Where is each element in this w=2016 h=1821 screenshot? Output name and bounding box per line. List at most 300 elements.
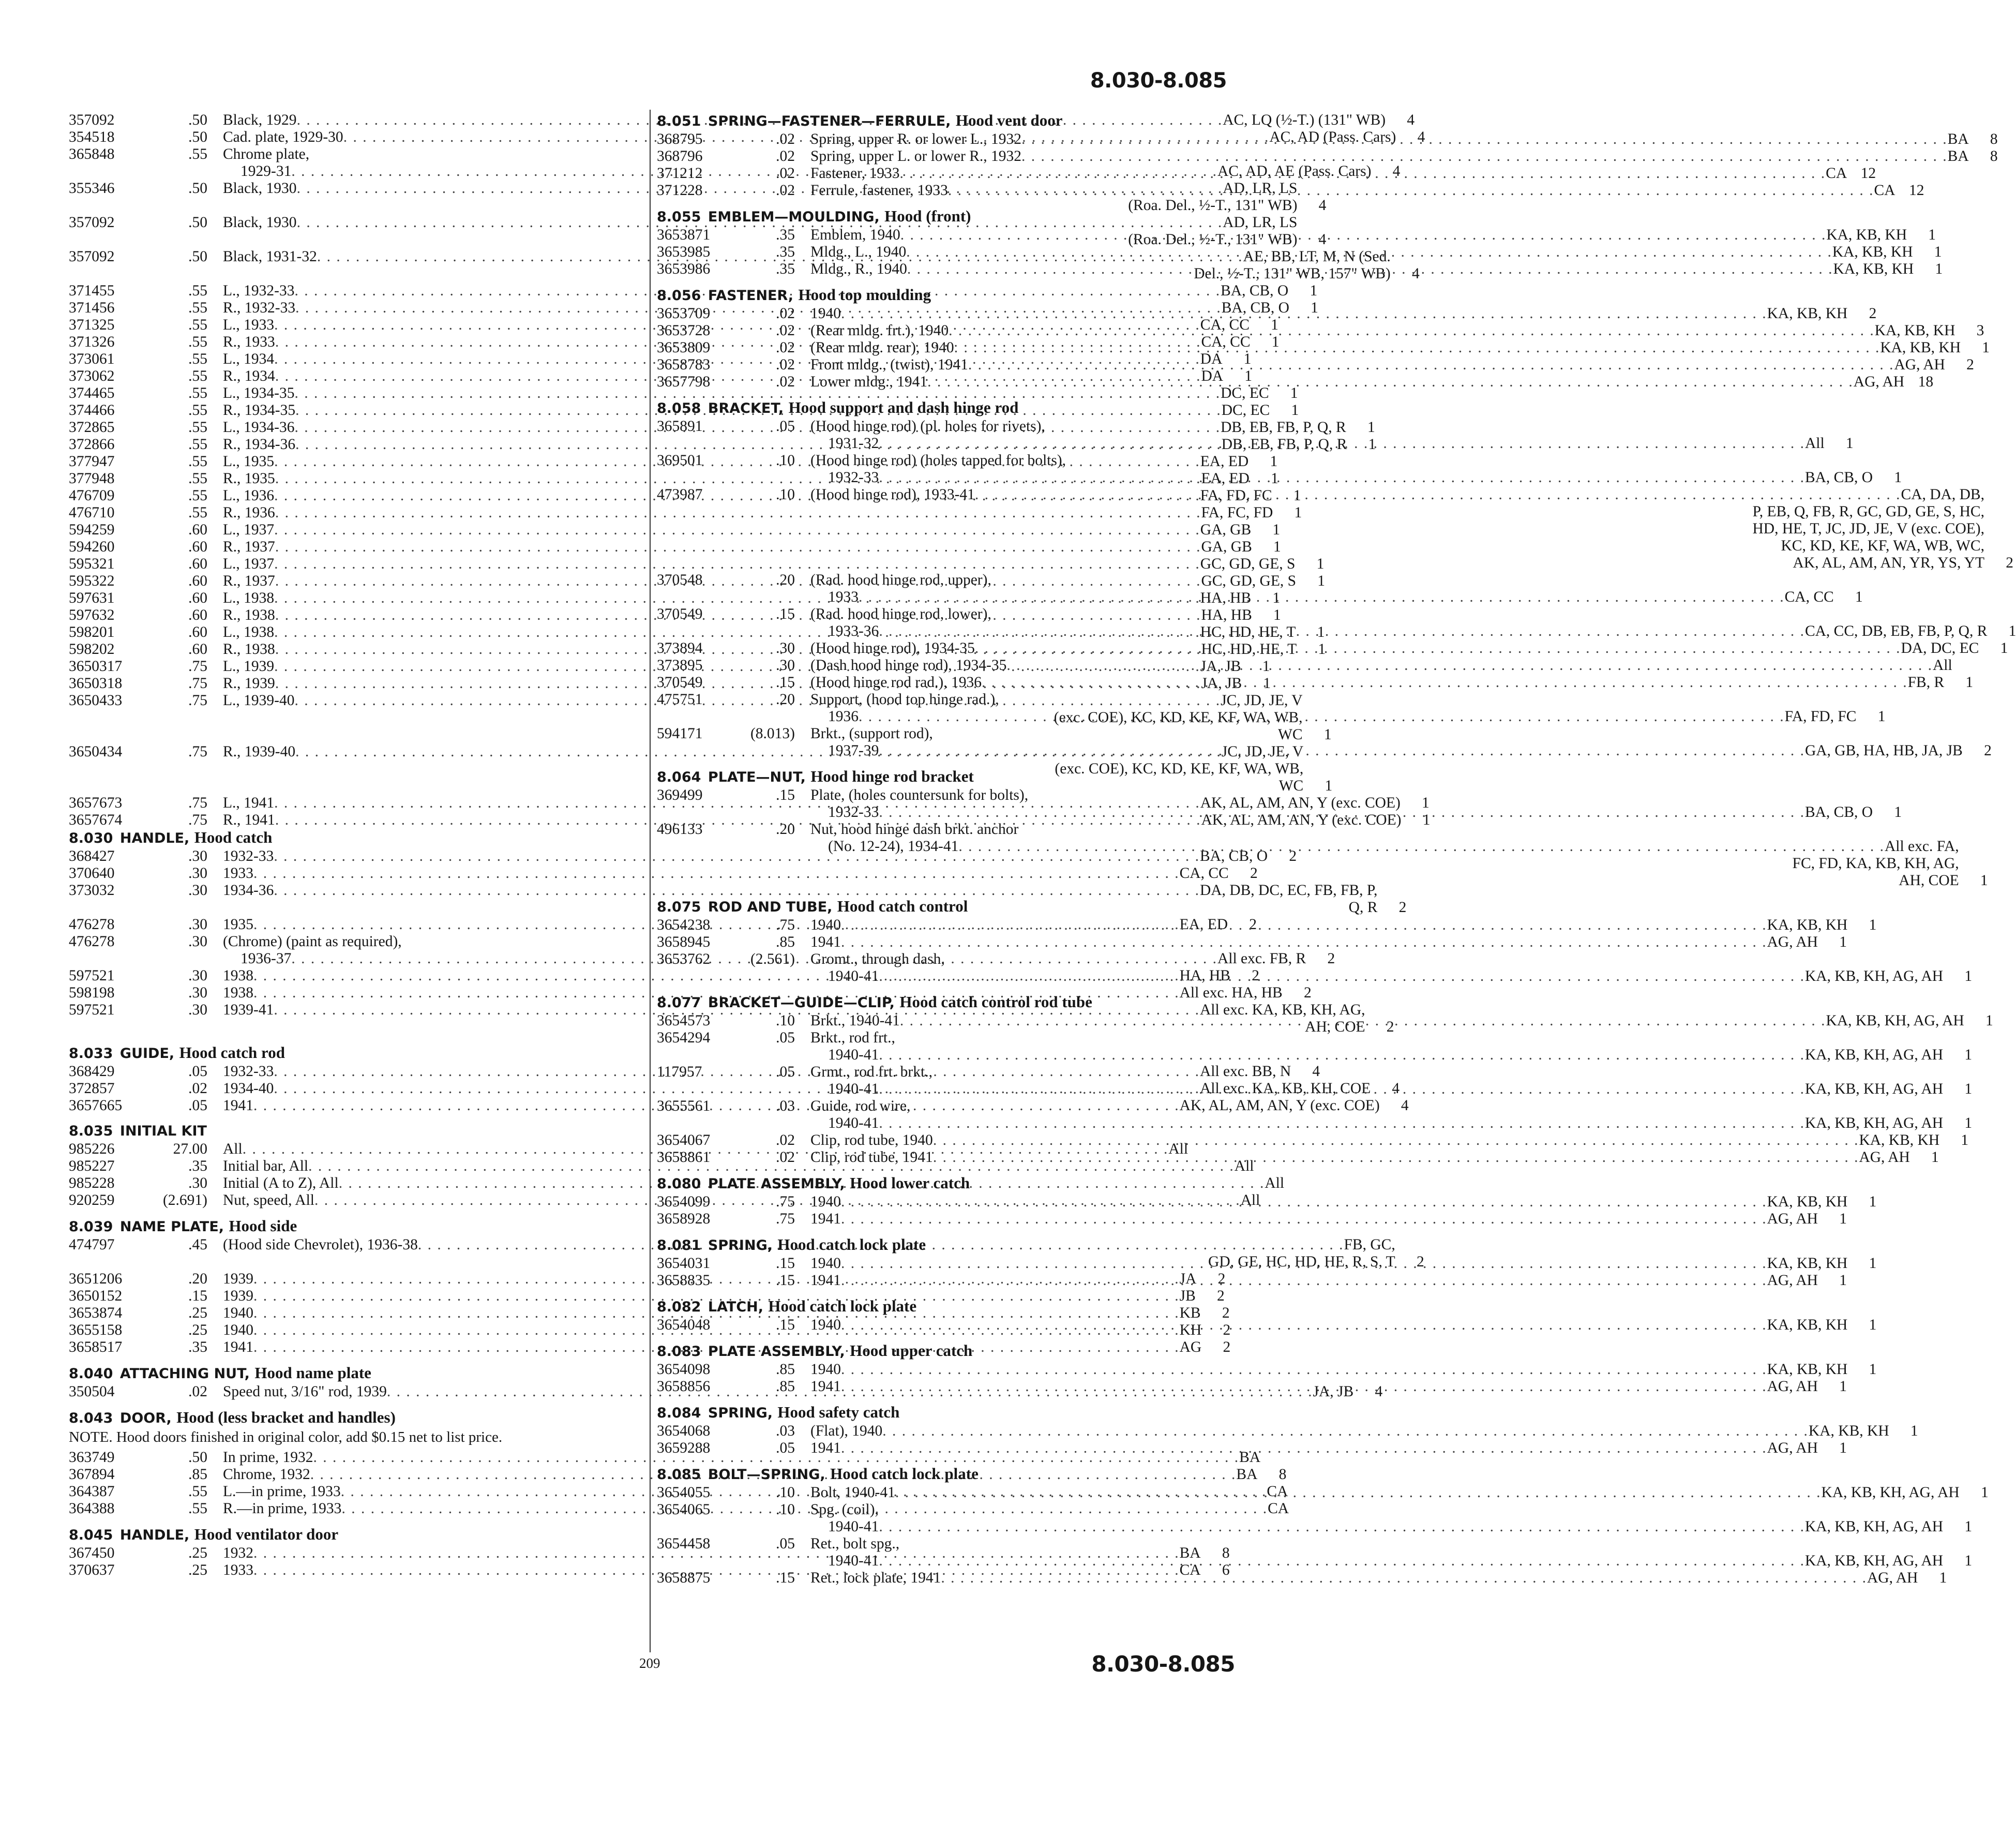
description-text: R., 1935 <box>223 470 275 487</box>
section-title: SPRING, <box>708 1405 773 1421</box>
description-text: Brkt., 1940-41 <box>810 1012 900 1029</box>
list-price: .85 <box>776 1361 795 1378</box>
list-price: .85 <box>776 934 795 950</box>
quantity-value: 1 <box>1965 674 1974 691</box>
part-number: 3654099 <box>657 1193 711 1210</box>
part-number: 374465 <box>69 385 115 401</box>
description-text: 1933-36 <box>828 623 879 639</box>
description <box>795 787 1873 821</box>
quantity-value: 1 <box>1855 589 1863 605</box>
list-price: .55 <box>188 1500 207 1517</box>
description-text: 1934-40 <box>223 1080 274 1097</box>
part-number: 3658835 <box>657 1272 711 1289</box>
description-line <box>810 1098 1943 1115</box>
part-number: 3653728 <box>657 322 711 339</box>
description <box>795 1211 1818 1228</box>
quantity <box>1386 112 1415 129</box>
description-line <box>810 657 1952 674</box>
part-number: 3654294 <box>657 1029 711 1046</box>
list-price: .30 <box>776 657 795 674</box>
list-price: .55 <box>188 300 207 316</box>
quantity <box>1847 1361 1876 1378</box>
description-text: 1941 <box>810 1211 841 1227</box>
applicable-models: DC, EC <box>1221 385 1269 401</box>
description-text: Fastener, 1933 <box>810 165 900 182</box>
applicable-models: KA, KB, KH <box>1767 917 1848 933</box>
quantity-value: 1 <box>1982 339 1990 356</box>
applicable-models: GA, GB, HA, HB, JA, JB <box>1804 742 1963 759</box>
part-row <box>69 385 1298 402</box>
list-price: .55 <box>188 146 207 162</box>
part-number: 371212 <box>657 165 703 182</box>
quantity-value: 2 <box>1249 916 1257 933</box>
part-number: 3658875 <box>657 1570 711 1586</box>
quantity <box>1979 640 2008 657</box>
applicable-models: KA, KB, KH, AG, AH <box>1804 1553 1944 1569</box>
leader-dots <box>841 1272 1767 1289</box>
list-price: .05 <box>776 1535 795 1552</box>
part-number: 355346 <box>69 180 115 197</box>
section-code: 8.085 <box>657 1467 701 1483</box>
description-line <box>810 356 1945 374</box>
description-continuation: (exc. COE), KC, KD, KE, KF, WA, WB, <box>1055 760 1304 777</box>
quantity <box>1944 674 1973 691</box>
description-continuation: Del., ½-T., 131" WB, 157" WB) <box>1194 265 1391 282</box>
part-number: 370548 <box>657 572 703 588</box>
section-title: SPRING—FASTENER—FERRULE, <box>708 113 951 129</box>
part-number: 370549 <box>657 674 703 691</box>
description-line <box>810 418 1825 435</box>
description-text: R., 1937 <box>223 573 275 589</box>
applicable-models: KA, KB, KH, AG, AH <box>1804 1518 1944 1535</box>
part-number: 371456 <box>69 300 115 316</box>
part-row <box>657 1317 1877 1334</box>
part-number: 354518 <box>69 129 115 145</box>
quantity-value: 8 <box>1990 131 1998 147</box>
quantity <box>1818 934 1847 951</box>
list-price: .30 <box>188 1002 207 1018</box>
description <box>795 418 1825 452</box>
quantity <box>1818 1272 1847 1289</box>
description-text: (Hood hinge rod rad.), 1936 <box>810 674 982 691</box>
description-text: 1938 <box>223 967 253 984</box>
description-text: All <box>223 1141 243 1157</box>
list-price: .75 <box>776 1193 795 1210</box>
description-continuation: P, EB, Q, FB, R, GC, GD, GE, S, HC, <box>1752 503 1984 520</box>
description-line <box>810 1081 1943 1098</box>
quantity-value: 1 <box>1271 334 1280 350</box>
part-number: 3658856 <box>657 1378 711 1395</box>
description-line <box>810 322 1955 339</box>
part-number: 3650318 <box>69 675 123 692</box>
part-number: 3653874 <box>69 1305 123 1321</box>
quantity-value: 2 <box>1252 967 1259 984</box>
section-title: PLATE ASSEMBLY, <box>708 1176 845 1192</box>
applicable-models: All exc. KA, KB, KH, AG, <box>1199 1002 1365 1018</box>
description-line <box>810 1272 1818 1289</box>
description-continuation: GD, GE, HC, HD, HE, R, S, T <box>1208 1253 1395 1270</box>
section-heading <box>657 898 1232 916</box>
part-number: 369499 <box>657 787 703 803</box>
part-number: 3653709 <box>657 305 711 322</box>
part-number: 3650317 <box>69 658 123 675</box>
list-price: .30 <box>188 967 207 984</box>
part-number: 3655158 <box>69 1322 123 1338</box>
description-text: 1941 <box>810 934 841 950</box>
leader-dots <box>859 589 1785 606</box>
section-code: 8.083 <box>657 1344 701 1360</box>
description-line <box>810 1149 1910 1166</box>
quantity-value: 18 <box>1918 374 1934 390</box>
description <box>795 1361 1847 1378</box>
description-text: R., 1938 <box>223 607 275 623</box>
quantity-value: 4 <box>1407 112 1415 128</box>
section-title: FASTENER, <box>708 288 794 304</box>
part-row <box>69 865 1258 882</box>
description-text: 1940-41 <box>828 1081 879 1097</box>
description-text: L., 1936 <box>223 487 275 504</box>
description-text: R., 1934-36 <box>223 436 296 453</box>
part-number: 374466 <box>69 402 115 419</box>
applicable-models: HA, HB <box>1200 590 1252 606</box>
part-number: 367894 <box>69 1466 115 1483</box>
quantity <box>1818 1440 1847 1457</box>
description-line <box>810 934 1818 951</box>
section-title: EMBLEM—MOULDING, <box>708 209 880 225</box>
quantity-value: 1 <box>1422 812 1431 828</box>
leader-dots <box>949 322 1875 339</box>
part-number: 985228 <box>69 1175 115 1191</box>
description <box>795 452 1873 486</box>
applicable-models: All <box>1265 1175 1285 1191</box>
list-price: .02 <box>776 182 795 199</box>
description <box>795 322 1955 339</box>
description-text: 1940-41 <box>828 968 879 984</box>
description-text: L., 1941 <box>223 795 275 811</box>
description-text: (Dash hood hinge rod), 1934-35 <box>810 657 1007 674</box>
section-code: 8.077 <box>657 995 701 1011</box>
applicable-models: AG, AH <box>1767 1211 1818 1227</box>
list-price: .35 <box>188 1158 207 1174</box>
description-line <box>810 787 1873 804</box>
list-price: .55 <box>188 334 207 350</box>
leader-dots <box>879 804 1805 821</box>
section-code: 8.030 <box>69 830 113 846</box>
section-title: INITIAL KIT <box>119 1123 207 1139</box>
quantity-value: 1 <box>1928 227 1936 243</box>
leader-dots <box>958 838 1885 855</box>
description-text: Ret., lock plate, 1941 <box>810 1570 941 1586</box>
section-subtitle: Hood catch <box>194 828 273 846</box>
quantity-value: 1 <box>1964 1081 1973 1097</box>
description-text: 1933 <box>828 589 859 605</box>
list-price: .15 <box>188 1288 207 1304</box>
description-text: Chrome plate, <box>223 146 310 162</box>
part-row <box>69 1288 1225 1305</box>
description-line <box>810 1211 1818 1228</box>
quantity-value: 1 <box>1869 1317 1877 1333</box>
description-text: R., 1936 <box>223 504 275 521</box>
applicable-models: BA, CB, O <box>1199 848 1268 864</box>
list-price: .75 <box>188 743 207 760</box>
description-text: 1941 <box>223 1339 253 1355</box>
applicable-models: CA, CC <box>1201 334 1251 350</box>
description-text: (Hood side Chevrolet), 1936-38 <box>223 1236 418 1253</box>
list-price: .02 <box>776 148 795 165</box>
part-number: 595321 <box>69 556 115 572</box>
list-price: .55 <box>188 317 207 333</box>
list-price: .30 <box>188 916 207 933</box>
applicable-models: JA, JB <box>1200 658 1241 675</box>
description <box>795 917 1847 934</box>
list-price: .02 <box>776 1149 795 1166</box>
applicable-models: AK, AL, AM, AN, Y (exc. COE) <box>1179 1097 1380 1114</box>
quantity <box>1913 244 1942 261</box>
part-row <box>657 1211 1847 1228</box>
list-price: .75 <box>776 917 795 933</box>
description-text: Gromt., through dash, <box>810 951 945 967</box>
section-note: NOTE. Hood doors finished in original color, add $0.15 net to list price. <box>69 1429 503 1445</box>
list-price: .02 <box>776 322 795 339</box>
part-row <box>657 1570 1947 1587</box>
description <box>795 1193 1847 1211</box>
section-heading <box>657 1174 1232 1192</box>
quantity <box>1257 1466 1286 1483</box>
section-subtitle: Hood hinge rod bracket <box>810 767 974 785</box>
quantity-value: 2 <box>1398 899 1407 916</box>
quantity <box>1284 1175 1313 1192</box>
leader-dots <box>879 1553 1805 1570</box>
quantity-value: 6 <box>1222 1562 1230 1578</box>
applicable-models: GA, GB <box>1201 539 1252 555</box>
part-number: 117957 <box>657 1064 702 1080</box>
part-number: 372865 <box>69 419 115 436</box>
quantity-value: 1 <box>1869 917 1877 933</box>
part-row <box>69 1449 1261 1466</box>
applicable-models: DB, EB, FB, P, Q, R <box>1221 419 1346 436</box>
description-line <box>810 1423 1889 1440</box>
leader-dots <box>841 1255 1767 1272</box>
list-price: .35 <box>776 261 795 277</box>
description <box>795 1272 1818 1289</box>
applicable-models: EA, ED <box>1201 470 1250 487</box>
quantity <box>1895 182 1924 199</box>
leader-dots <box>879 623 1805 640</box>
description-line <box>810 1193 1847 1211</box>
part-number: 363749 <box>69 1449 115 1466</box>
applicable-models: KA, KB, KH <box>1832 244 1913 260</box>
description-text: (Hood hinge rod), 1933-41 <box>810 486 975 503</box>
description <box>795 261 1914 278</box>
quantity <box>1856 691 1885 725</box>
quantity-value: 1 <box>1272 590 1281 606</box>
leader-dots <box>948 182 1874 199</box>
list-price: .30 <box>188 984 207 1001</box>
quantity-value: 8 <box>1222 1545 1230 1561</box>
part-number: 373032 <box>69 882 115 899</box>
quantity-value: 1 <box>1263 675 1271 692</box>
description-text: 1940 <box>810 1361 841 1378</box>
quantity <box>1873 787 1902 821</box>
quantity <box>1834 572 1863 606</box>
leader-dots <box>1021 131 1948 148</box>
applicable-models: KA, KB, KH, AG, AH <box>1804 1081 1944 1097</box>
leader-dots <box>841 1361 1767 1378</box>
description-text: (Hood hinge rod), 1934-35 <box>810 640 975 656</box>
list-price: .60 <box>188 590 207 606</box>
section-heading <box>657 993 1232 1011</box>
leader-dots <box>879 968 1805 985</box>
part-row <box>657 1423 1918 1440</box>
description-text: Ferrule, fastener, 1933 <box>810 182 948 199</box>
applicable-models: FA, FD, FC <box>1200 487 1272 504</box>
description-line <box>810 182 1895 199</box>
description-line <box>810 1501 1943 1518</box>
part-number: 594259 <box>69 521 115 538</box>
section-title: DOOR, <box>119 1410 172 1426</box>
list-price: .30 <box>188 865 207 882</box>
description-text: Nut, hood hinge dash brkt. anchor <box>810 821 1019 838</box>
description <box>795 339 1961 356</box>
list-price: .60 <box>188 539 207 555</box>
description-continuation: Q, R <box>1348 899 1378 916</box>
section-heading <box>657 1404 1232 1422</box>
list-price: .15 <box>776 1272 795 1289</box>
part-row <box>657 356 1974 374</box>
part-number: 3657665 <box>69 1097 123 1114</box>
quantity-value: 1 <box>1367 419 1375 436</box>
list-price: .20 <box>776 572 795 588</box>
part-number: 3654031 <box>657 1255 711 1272</box>
description-text: 1939 <box>223 1271 253 1287</box>
section-heading <box>657 286 1232 304</box>
list-price: .10 <box>776 1501 795 1518</box>
part-number: 3657798 <box>657 374 711 390</box>
applicable-models: AK, AL, AM, AN, Y (exc. COE) <box>1200 795 1401 811</box>
part-number: 598202 <box>69 641 115 658</box>
leader-dots <box>882 1423 1809 1440</box>
description-line <box>810 261 1914 278</box>
quantity-value: 4 <box>1417 129 1425 145</box>
description-text: (Rad. hood hinge rod, upper), <box>810 572 991 588</box>
list-price: .35 <box>188 1339 207 1355</box>
applicable-models: All <box>1804 435 1825 452</box>
list-price: .55 <box>188 419 207 436</box>
description-line <box>810 305 1847 322</box>
applicable-models: AG, AH <box>1767 1378 1818 1395</box>
list-price: .50 <box>188 214 207 231</box>
applicable-models: CA, CC, DB, EB, FB, P, Q, R <box>1804 623 1988 639</box>
part-number: 985226 <box>69 1141 115 1157</box>
leader-dots <box>859 708 1785 725</box>
description-line <box>810 951 1943 968</box>
list-price: .30 <box>188 933 207 950</box>
quantity-value: 1 <box>1910 1423 1918 1439</box>
list-price: .15 <box>776 1255 795 1272</box>
description-line <box>810 1535 1943 1553</box>
part-number: 594171 <box>657 725 703 742</box>
part-number: 3658783 <box>657 356 711 373</box>
section-title: ATTACHING NUT, <box>119 1366 250 1382</box>
part-number: 3655561 <box>657 1098 711 1114</box>
description <box>795 640 1979 657</box>
part-number: 3658928 <box>657 1211 711 1227</box>
list-price: .75 <box>188 795 207 811</box>
description-text: Cad. plate, 1929-30 <box>223 129 343 145</box>
leader-dots <box>841 1378 1767 1395</box>
list-price: .55 <box>188 504 207 521</box>
leader-dots <box>968 356 1894 374</box>
part-number: 3654573 <box>657 1012 711 1029</box>
part-number: 3653762 <box>657 951 711 967</box>
description-text: Black, 1930 <box>223 180 297 197</box>
applicable-models: CA, CC <box>1179 865 1229 882</box>
leader-dots <box>1006 657 1933 674</box>
description-text: Nut, speed, All <box>223 1192 314 1208</box>
quantity-value: 1 <box>1317 573 1326 589</box>
section-subtitle: Hood top moulding <box>798 286 931 304</box>
applicable-models: KH <box>1179 1322 1202 1338</box>
description-text: Support, (hood top hinge rad.), <box>810 691 999 708</box>
description-text: R., 1933 <box>223 334 275 350</box>
quantity-value: 2 <box>1386 1019 1394 1035</box>
list-price: .02 <box>776 339 795 356</box>
applicable-models: JA, JB <box>1313 1383 1354 1400</box>
description-line <box>810 1115 1943 1132</box>
part-number: 598198 <box>69 984 115 1001</box>
description <box>795 131 1969 148</box>
description-text: 1940 <box>223 1322 253 1338</box>
leader-dots <box>933 1149 1859 1166</box>
list-price: .02 <box>776 374 795 390</box>
part-number: 3658517 <box>69 1339 123 1355</box>
part-row <box>657 1440 1847 1457</box>
quantity-value: 1 <box>1311 300 1318 316</box>
description-text: R.—in prime, 1933 <box>223 1500 342 1517</box>
list-price: .10 <box>776 1484 795 1501</box>
part-number: 377948 <box>69 470 115 487</box>
quantity-value: 1 <box>1894 804 1902 820</box>
part-number: 370640 <box>69 865 115 882</box>
quantity-value: 1 <box>1310 282 1318 299</box>
part-number: 372857 <box>69 1080 115 1097</box>
section-code: 8.064 <box>657 769 701 785</box>
quantity-value: 4 <box>1401 1097 1409 1114</box>
leader-dots <box>879 1047 1805 1064</box>
list-price: .02 <box>776 165 795 182</box>
quantity <box>1910 1149 1939 1166</box>
quantity-value: 2 <box>1217 1271 1226 1287</box>
leader-dots <box>879 435 1805 452</box>
description-text: Spring, upper L. or lower R., 1932 <box>810 148 1022 165</box>
section-heading <box>69 1364 633 1382</box>
list-price: .60 <box>188 573 207 589</box>
description-text: 1938 <box>223 984 253 1001</box>
description-text: 1932-33 <box>828 469 879 486</box>
quantity <box>1943 1501 1972 1535</box>
quantity-value: 1 <box>1964 1518 1973 1535</box>
part-number: 364388 <box>69 1500 115 1517</box>
leader-dots <box>841 1211 1767 1228</box>
list-price: .75 <box>188 812 207 828</box>
applicable-models: DA <box>1200 351 1223 367</box>
quantity-value: 1 <box>1980 872 1988 889</box>
quantity-value: 4 <box>1312 1063 1320 1080</box>
leader-dots <box>982 674 1908 691</box>
list-price: .05 <box>776 1029 795 1046</box>
list-price: .20 <box>188 1271 207 1287</box>
section-title: HANDLE, <box>119 830 190 846</box>
